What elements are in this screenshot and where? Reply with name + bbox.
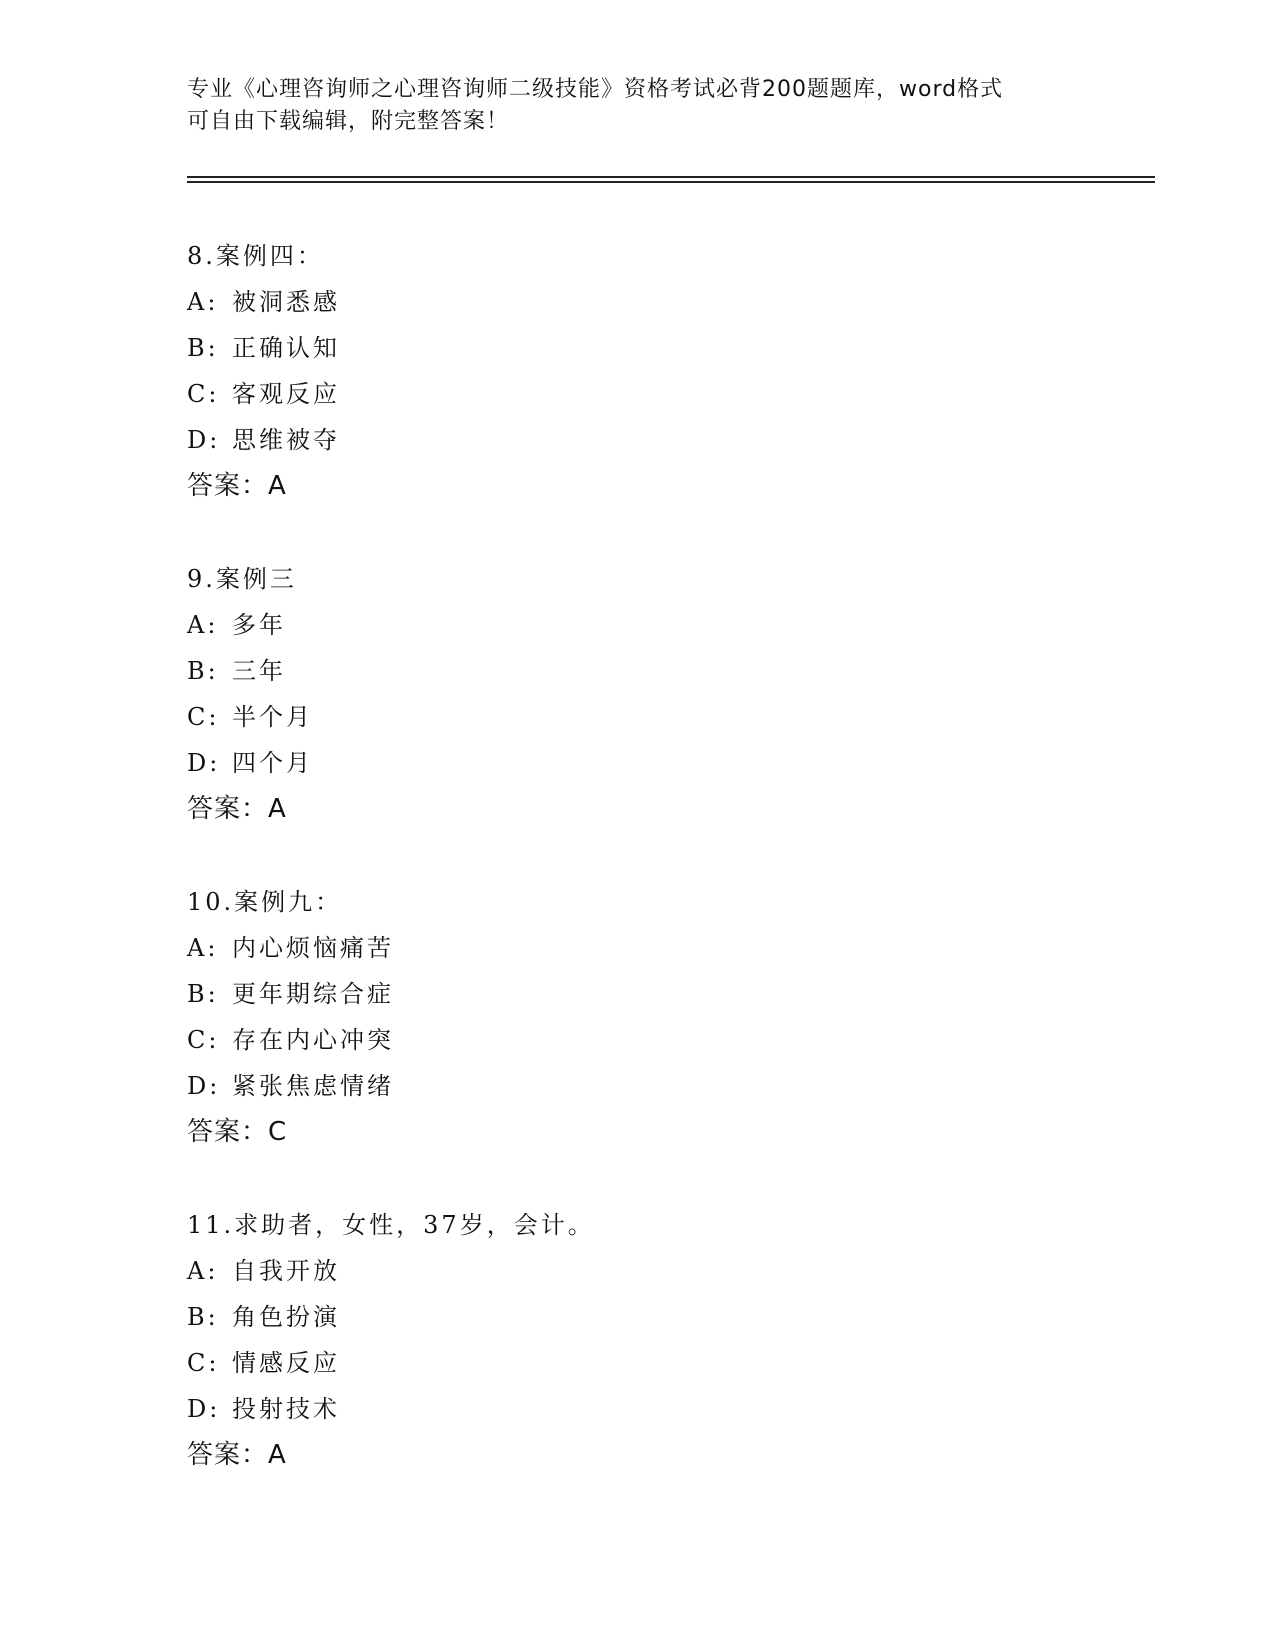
option-key: B: [187,1303,219,1331]
option-key: C: [187,1349,220,1377]
answer-line: 答案：A [187,1440,287,1470]
option-b [187,971,1087,1017]
option-key: C: [187,380,220,408]
option-text: 思维被夺 [232,426,340,454]
option-text: 内心烦恼痛苦 [232,934,394,962]
option-key: B: [187,334,219,362]
question-item [187,233,1087,509]
option-text: 多年 [232,611,286,639]
option-text: 自我开放 [232,1257,340,1285]
option-text: 更年期综合症 [232,980,394,1008]
option-d [187,1063,1087,1109]
option-d [187,740,1087,786]
option-key: D: [187,1395,221,1423]
option-key: C: [187,703,220,731]
option-text: 紧张焦虑情绪 [232,1072,394,1100]
option-key: D: [187,426,221,454]
question-item [187,556,1087,832]
question-stem: 11.求助者，女性，37岁，会计。 [187,1211,595,1239]
header-line-2: 可自由下载编辑，附完整答案！ [187,109,510,134]
question-stem: 10.案例九： [187,888,343,916]
option-c [187,1017,1087,1063]
option-text: 投射技术 [232,1395,340,1423]
option-d [187,1386,1087,1432]
option-b [187,1294,1087,1340]
option-c [187,371,1087,417]
header-line-1: 专业《心理咨询师之心理咨询师二级技能》资格考试必背200题题库，word格式 [187,77,1004,102]
option-key: C: [187,1026,220,1054]
option-text: 情感反应 [232,1349,340,1377]
option-a [187,1248,1087,1294]
option-a [187,279,1087,325]
option-c [187,1340,1087,1386]
option-key: A: [187,934,219,962]
option-text: 被洞悉感 [232,288,340,316]
option-b [187,325,1087,371]
answer-line: 答案：C [187,1117,288,1147]
header-divider-bottom [187,181,1155,183]
option-d [187,417,1087,463]
option-text: 正确认知 [232,334,340,362]
question-stem: 9.案例三 [187,565,297,593]
option-text: 客观反应 [232,380,340,408]
option-key: A: [187,611,219,639]
answer-line: 答案：A [187,794,287,824]
question-item [187,1202,1087,1478]
option-text: 四个月 [232,749,313,777]
option-key: A: [187,1257,219,1285]
option-b [187,648,1087,694]
option-text: 存在内心冲突 [232,1026,394,1054]
document-header [187,74,1087,138]
option-text: 角色扮演 [232,1303,340,1331]
question-list [187,233,1087,1525]
option-a [187,602,1087,648]
option-text: 三年 [232,657,286,685]
option-text: 半个月 [232,703,313,731]
option-key: B: [187,980,219,1008]
option-c [187,694,1087,740]
option-a [187,925,1087,971]
option-key: D: [187,749,221,777]
header-divider-top [187,176,1155,178]
option-key: D: [187,1072,221,1100]
question-stem: 8.案例四： [187,242,324,270]
question-item [187,879,1087,1155]
option-key: B: [187,657,219,685]
answer-line: 答案：A [187,471,287,501]
option-key: A: [187,288,219,316]
